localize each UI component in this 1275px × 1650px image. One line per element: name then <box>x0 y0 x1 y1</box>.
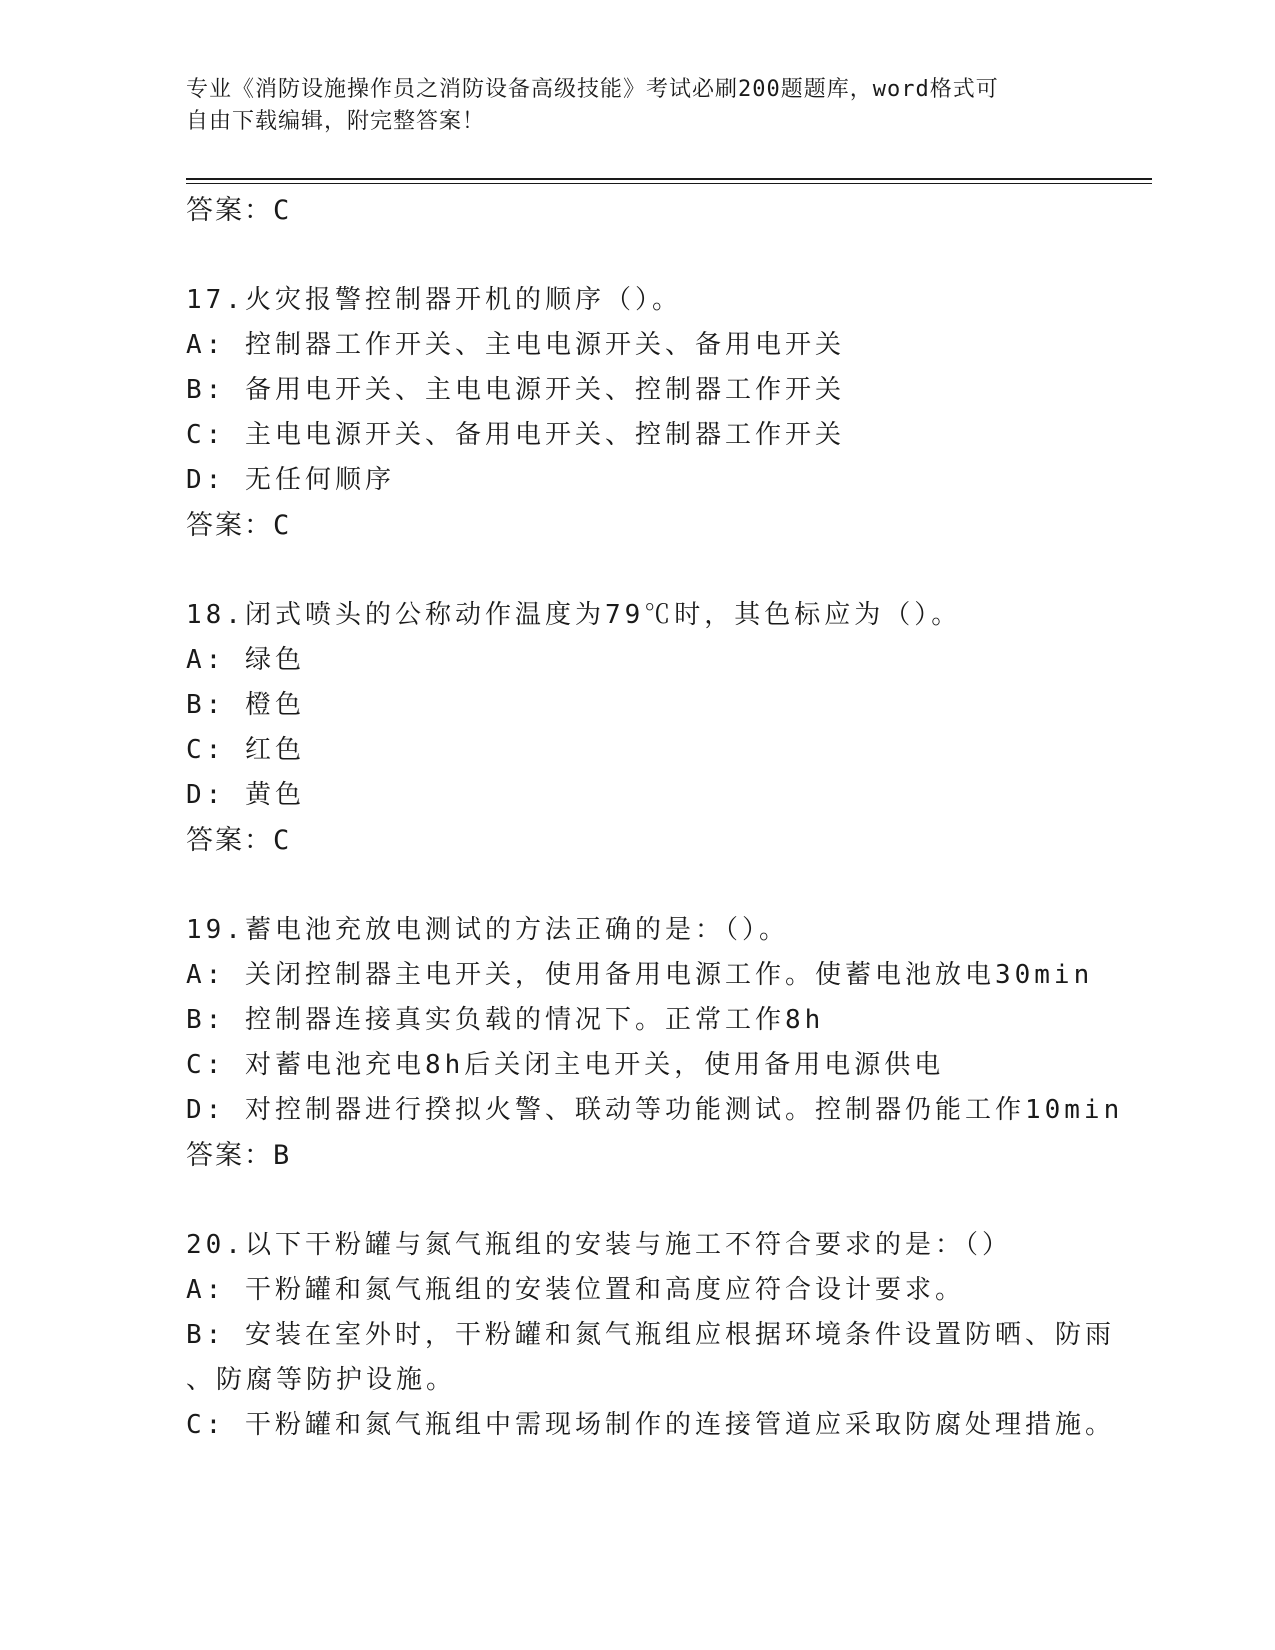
question-18-option-b: B: 橙色 <box>186 690 305 720</box>
spacer <box>186 863 1086 908</box>
question-20-option-a: A: 干粉罐和氮气瓶组的安装位置和高度应符合设计要求。 <box>186 1275 965 1305</box>
document-header <box>186 74 1066 138</box>
header-rule-thin <box>186 183 1152 184</box>
spacer <box>186 548 1086 593</box>
question-17-option-c: C: 主电电源开关、备用电开关、控制器工作开关 <box>186 420 845 450</box>
question-20-option-b-line-2: 、防腐等防护设施。 <box>186 1365 457 1395</box>
question-17-answer: 答案：C <box>186 510 292 541</box>
question-19-option-d: D: 对控制器进行揆拟火警、联动等功能测试。控制器仍能工作10min <box>186 1095 1124 1125</box>
question-19-option-a: A: 关闭控制器主电开关，使用备用电源工作。使蓄电池放电30min <box>186 960 1094 990</box>
question-18-text: 18.闭式喷头的公称动作温度为79℃时，其色标应为（）。 <box>186 600 962 630</box>
question-20-option-c: C: 干粉罐和氮气瓶组中需现场制作的连接管道应采取防腐处理措施。 <box>186 1410 1115 1440</box>
question-17-option-b: B: 备用电开关、主电电源开关、控制器工作开关 <box>186 375 845 405</box>
spacer <box>186 1178 1086 1223</box>
question-17-option-d: D: 无任何顺序 <box>186 465 395 495</box>
answer-16: 答案：C <box>186 195 292 226</box>
header-rule-thick <box>186 178 1152 180</box>
question-19 <box>186 908 1124 1178</box>
question-20 <box>186 1223 1115 1448</box>
question-17-option-a: A: 控制器工作开关、主电电源开关、备用电开关 <box>186 330 845 360</box>
question-17-text: 17.火灾报警控制器开机的顺序（）。 <box>186 285 682 315</box>
question-18-option-c: C: 红色 <box>186 735 305 765</box>
question-18-option-a: A: 绿色 <box>186 645 305 675</box>
spacer <box>186 233 1086 278</box>
header-line-1: 专业《消防设施操作员之消防设备高级技能》考试必刷200题题库，word格式可 <box>186 77 999 102</box>
question-20-text: 20.以下干粉罐与氮气瓶组的安装与施工不符合要求的是：（） <box>186 1230 1012 1260</box>
question-19-answer: 答案：B <box>186 1140 292 1171</box>
document-body <box>186 188 1124 1448</box>
question-19-option-b: B: 控制器连接真实负载的情况下。正常工作8h <box>186 1005 825 1035</box>
question-20-option-b-line-1: B: 安装在室外时，干粉罐和氮气瓶组应根据环境条件设置防晒、防雨 <box>186 1320 1115 1350</box>
question-18 <box>186 593 1086 863</box>
question-19-option-c: C: 对蓄电池充电8h后关闭主电开关，使用备用电源供电 <box>186 1050 945 1080</box>
header-line-2: 自由下载编辑，附完整答案！ <box>186 109 486 134</box>
question-18-option-d: D: 黄色 <box>186 780 305 810</box>
question-17 <box>186 278 1086 548</box>
question-18-answer: 答案：C <box>186 825 292 856</box>
question-19-text: 19.蓄电池充放电测试的方法正确的是：（）。 <box>186 915 789 945</box>
